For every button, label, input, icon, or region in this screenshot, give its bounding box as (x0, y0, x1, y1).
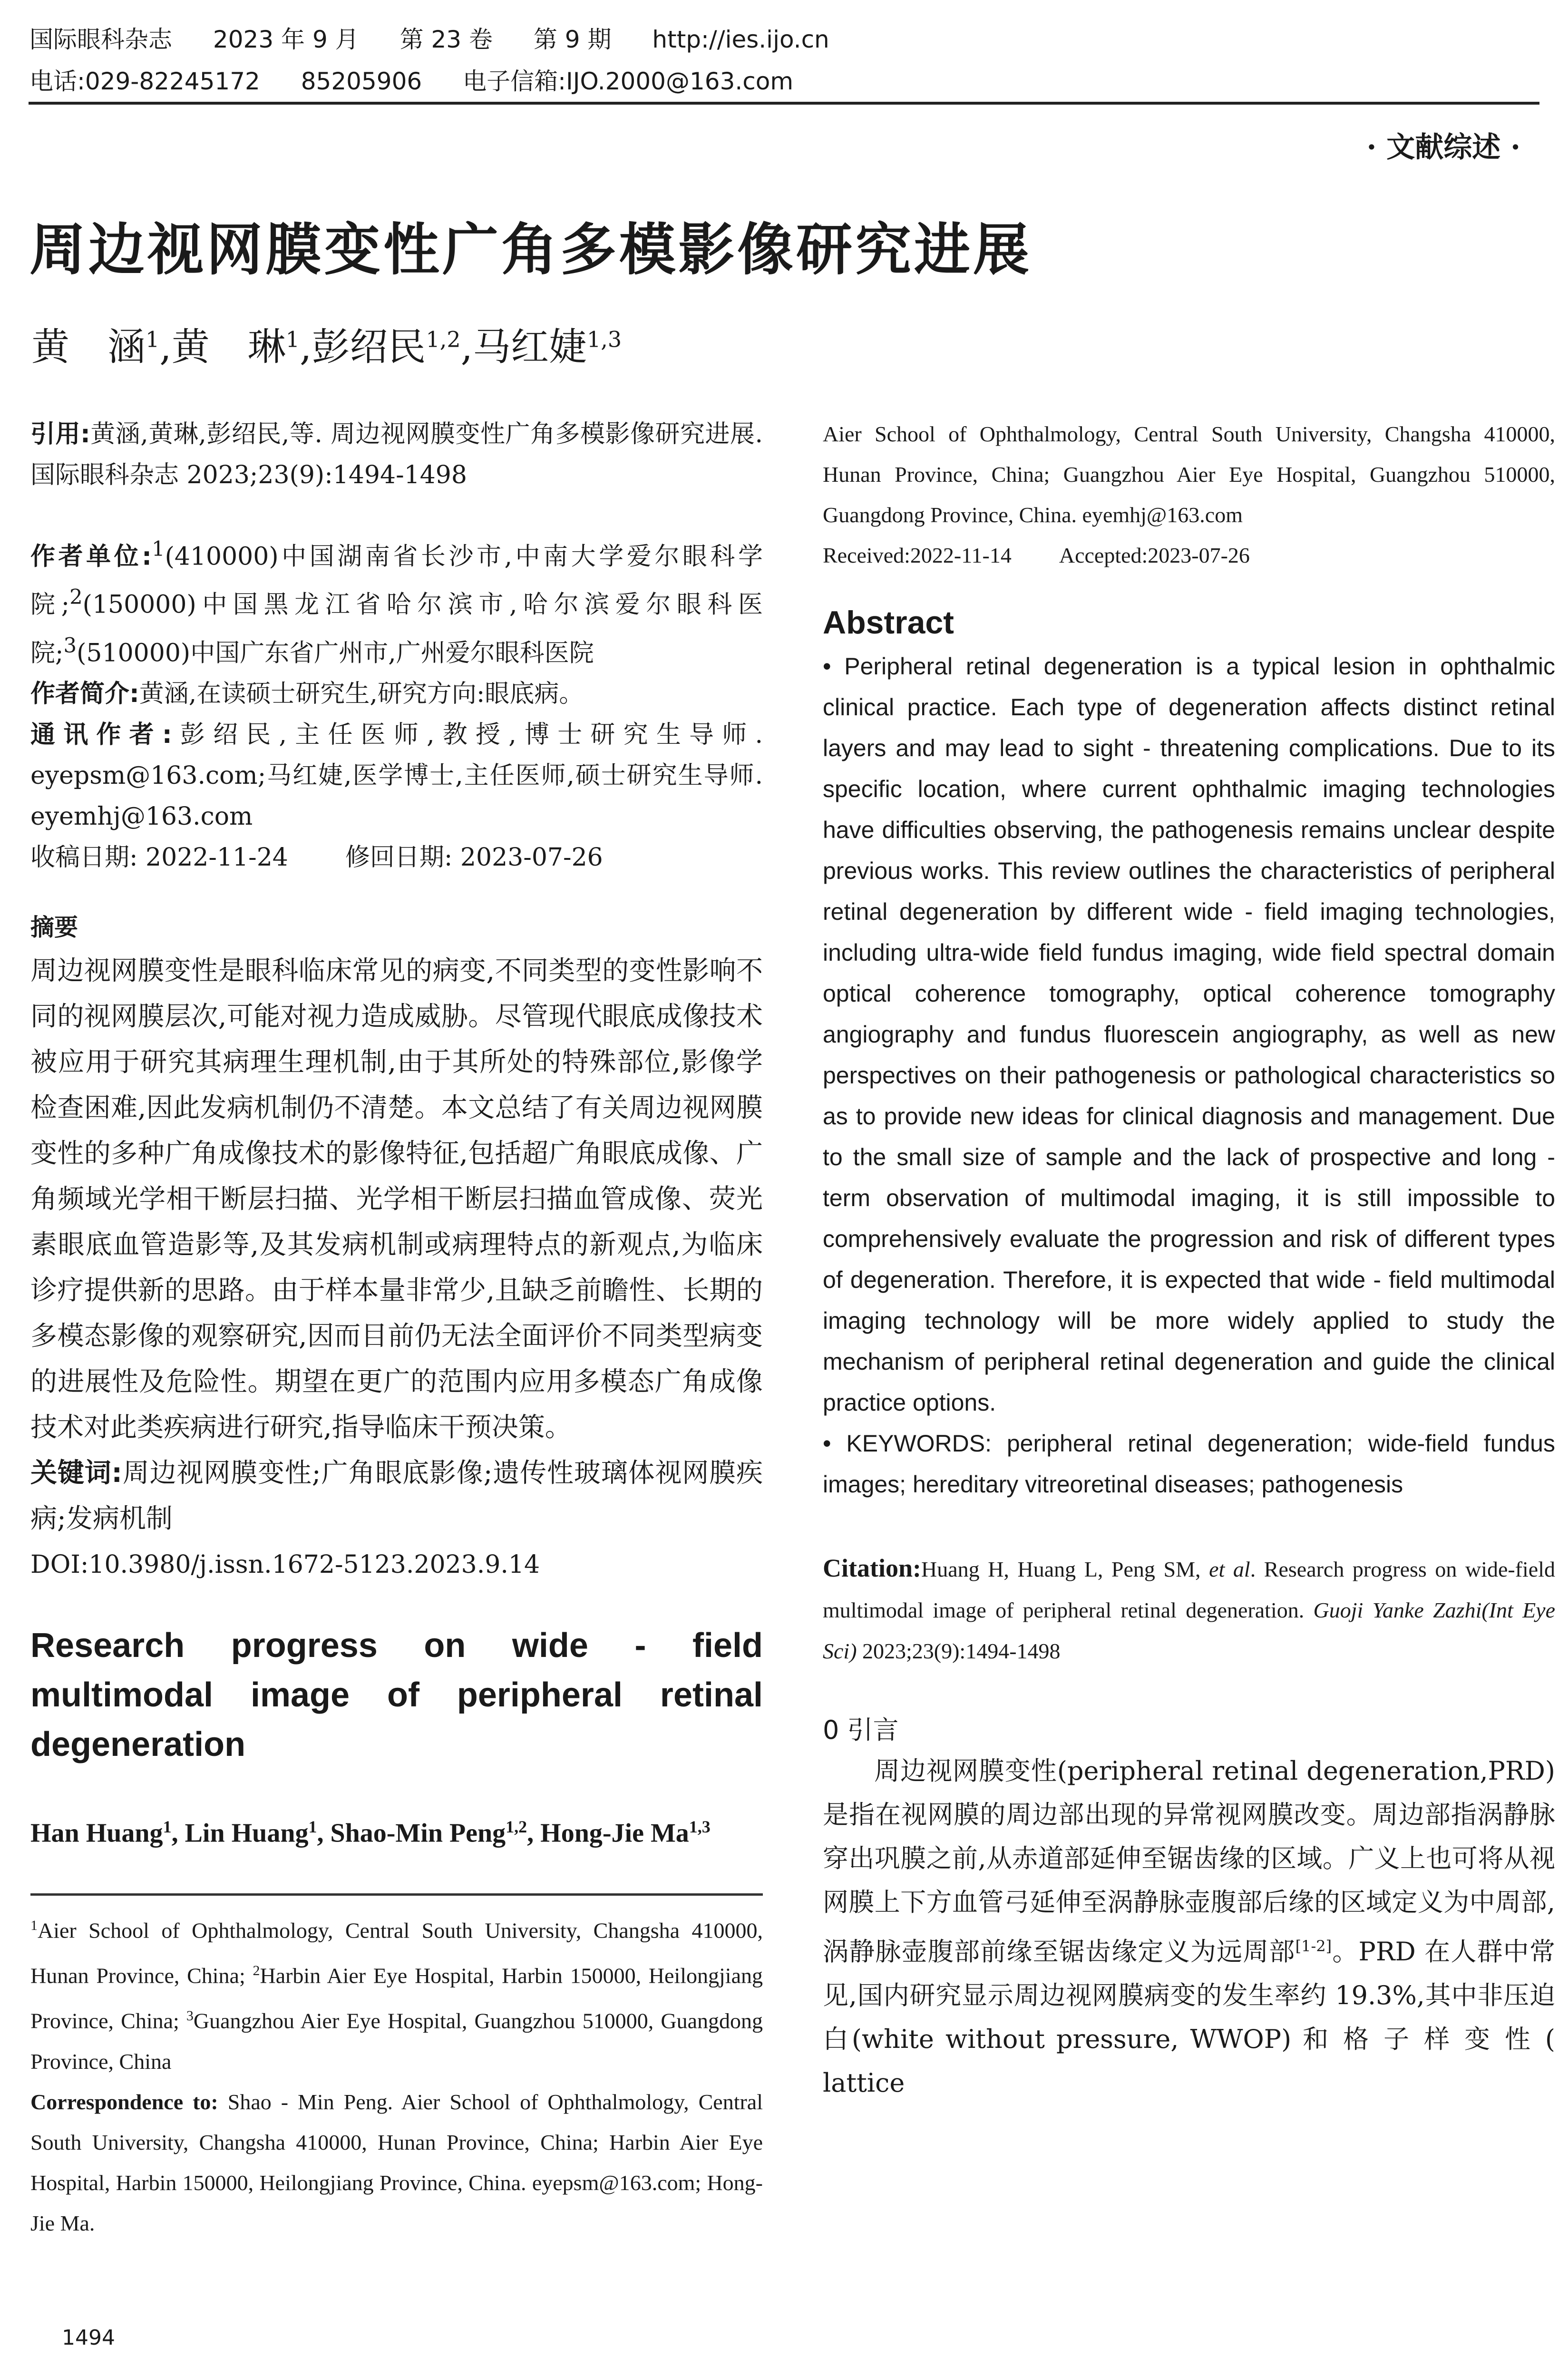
page-title: 周边视网膜变性广角多模影像研究进展 (29, 216, 1032, 283)
en-author-2-affiliation: 1 (308, 1817, 317, 1836)
intro-text-2: 。PRD 在人群中常见,国内研究显示周边视网膜病变的发生率约 19.3%,其中非压迫白(white without pressure, WWOP) 和 格 子 样 变 性 ( lattice (823, 1937, 1556, 2098)
citation-text-en-3: 2023;23(9):1494-1498 (862, 1639, 1061, 1663)
citation-label-zh: 引用: (30, 420, 90, 448)
author-list: 黄 涵$^1$,黄 琳$^1$,彭绍民$^{1,2}$,马红婕$^{1,3}$ (31, 325, 622, 369)
volume: 第 23 卷 (399, 26, 493, 53)
en-author-2: Lin Huang (185, 1818, 309, 1848)
left-column (30, 414, 763, 2243)
affiliation-1: Aier School of Ophthalmology, Central South University, Changsha 410000, Hunan Province, China; (30, 1918, 763, 1988)
correspondence-text-en: Shao - Min Peng. Aier School of Ophthalmology, Central South University, Changsha 410000, Hunan Province, China; Harbin Aier Eye Hospital, Harbin 150000, Heilongjiang Province, China. eyepsm@163.com; Hong-Jie Ma. (30, 2089, 763, 2235)
bio-text: 黄涵,在读硕士研究生,研究方向:眼底病。 (139, 679, 584, 708)
unit-text-3: (510000)中国广东省广州市,广州爱尔眼科医院 (77, 638, 594, 667)
citation-text-zh: 黄涵,黄琳,彭绍民,等. 周边视网膜变性广角多模影像研究进展. 国际眼科杂志 2023;23(9):1494-1498 (30, 420, 763, 489)
journal-url[interactable]: http://ies.ijo.cn (652, 26, 829, 53)
unit-sup-1: 1 (151, 537, 165, 561)
page-number: 1494 (62, 2326, 115, 2350)
unit-label: 作者单位: (30, 542, 152, 571)
en-author-3-affiliation: 1,2 (506, 1817, 527, 1836)
english-authors: Han Huang$^1$, Lin Huang$^1$, Shao-Min Peng$^{1,2}$, Hong-Jie Ma$^{1,3}$ (30, 1817, 711, 1848)
revised-date-zh: 修回日期: 2023-07-26 (345, 843, 603, 872)
en-author-3: Shao-Min Peng (330, 1818, 506, 1848)
abstract-heading-zh: 摘要 (30, 913, 78, 941)
accepted-date-en: Accepted:2023-07-26 (1059, 543, 1250, 567)
citation-block-zh (30, 414, 763, 496)
phone-2: 85205906 (301, 68, 422, 95)
author-3: 彭绍民 (312, 325, 426, 369)
intro-reference[interactable]: [1-2] (1295, 1937, 1332, 1955)
english-title: Research progress on wide - field multimodal image of peripheral retinal degeneration (30, 1626, 763, 1763)
affiliation-3: Guangzhou Aier Eye Hospital, Guangzhou 510000, Guangdong Province, China (30, 2008, 763, 2074)
section-tag: · 文献综述 · (1366, 131, 1520, 164)
email[interactable]: 电子信箱:IJO.2000@163.com (463, 68, 794, 95)
keywords-label-zh: 关键词: (30, 1457, 122, 1489)
author-4: 马红婕 (473, 325, 587, 369)
en-author-4-affiliation: 1,3 (689, 1817, 711, 1836)
citation-label-en: Citation: (823, 1554, 921, 1582)
affiliation-sup-3: 3 (186, 2008, 194, 2024)
abstract-heading-en: Abstract (823, 604, 954, 641)
journal-header-line2 (29, 65, 827, 98)
correspondence-continued-text: Aier School of Ophthalmology, Central South University, Changsha 410000, Hunan Province, China; Guangzhou Aier Eye Hospital, Guangzhou 510000, Guangdong Province, China. eyemhj@163.com (823, 422, 1555, 527)
abstract-en (823, 646, 1555, 1505)
journal-header-line1 (29, 23, 863, 56)
abstract-text-zh: 周边视网膜变性是眼科临床常见的病变,不同类型的变性影响不同的视网膜层次,可能对视力造成威胁。尽管现代眼底成像技术被应用于研究其病理生理机制,由于其所处的特殊部位,影像学检查困难,因此发病机制仍不清楚。本文总结了有关周边视网膜变性的多种广角成像技术的影像特征,包括超广角眼底成像、广角频域光学相干断层扫描、光学相干断层扫描血管成像、荧光素眼底血管造影等,及其发病机制或病理特点的新观点,为临床诊疗提供新的思路。由于样本量非常少,且缺乏前瞻性、长期的多模态影像的观察研究,因而目前仍无法全面评价不同类型病变的进展性及危险性。期望在更广的范围内应用多模态广角成像技术对此类疾病进行研究,指导临床干预决策。 (30, 955, 763, 1443)
phone: 电话:029-82245172 (29, 68, 260, 95)
bio-label: 作者简介: (30, 679, 139, 708)
citation-text-en-1: Huang H, Huang L, Peng SM, (921, 1557, 1201, 1581)
english-affiliations (30, 1905, 763, 2243)
author-1-affiliation: 1 (146, 326, 160, 352)
citation-text-en-2: . Research progress on wide-field multimodal image of peripheral retinal degeneration. (823, 1557, 1556, 1622)
author-3-affiliation: 1,2 (426, 326, 461, 352)
intro-heading: 0 引言 (823, 1715, 899, 1745)
author-1: 黄 涵 (31, 325, 146, 369)
unit-text-2: (150000)中国黑龙江省哈尔滨市,哈尔滨爱尔眼科医院; (30, 590, 763, 667)
author-2-affiliation: 1 (285, 326, 300, 352)
author-2: 黄 琳 (171, 325, 286, 369)
keywords-text-zh: 周边视网膜变性;广角眼底影像;遗传性玻璃体视网膜疾病;发病机制 (30, 1457, 763, 1534)
header-rule (29, 102, 1539, 105)
correspondence-label-zh: 通讯作者: (30, 720, 172, 749)
author-info-block (30, 529, 763, 878)
abstract-zh (30, 906, 763, 1588)
affiliation-rule (30, 1893, 763, 1896)
received-date-zh: 收稿日期: 2022-11-24 (30, 843, 288, 872)
issue-date: 2023 年 9 月 (213, 26, 359, 53)
keywords-en: • KEYWORDS: peripheral retinal degeneration; wide-field fundus images; hereditary vitreoretinal diseases; pathogenesis (823, 1430, 1555, 1498)
unit-text-1: (410000)中国湖南省长沙市,中南大学爱尔眼科学院; (30, 542, 763, 619)
journal-name: 国际眼科杂志 (29, 26, 172, 53)
issue: 第 9 期 (533, 26, 612, 53)
received-date-en: Received:2022-11-14 (823, 543, 1012, 567)
en-author-1: Han Huang (30, 1818, 163, 1848)
en-author-4: Hong-Jie Ma (540, 1818, 689, 1848)
affiliation-sup-2: 2 (253, 1962, 260, 1978)
intro-text: 周边视网膜变性(peripheral retinal degeneration,PRD)是指在视网膜的周边部出现的异常视网膜改变。周边部指涡静脉穿出巩膜之前,从赤道部延伸至锯齿缘的区域。广义上也可将从视网膜上下方血管弓延伸至涡静脉壶腹部后缘的区域定义为中周部,涡静脉壶腹部前缘至锯齿缘定义为远周部 (823, 1756, 1555, 1967)
abstract-text-en: • Peripheral retinal degeneration is a typical lesion in ophthalmic clinical practice. Each type of degeneration affects distinct retinal layers and may lead to sight - threatening complications. Due to its specific location, where current ophthalmic imaging technologies have difficulties observing, the pathogenesis remains unclear despite previous works. This review outlines the characteristics of peripheral retinal degeneration by different wide - field imaging technologies, including ultra-wide field fundus imaging, wide field spectral domain optical coherence tomography, optical coherence tomography angiography and fundus fluorescein angiography, as well as new perspectives on their pathogenesis or pathological characteristics so as to provide new ideas for clinical diagnosis and management. Due to the small size of sample and the lack of prospective and long - term observation of multimodal imaging, it is still impossible to comprehensively evaluate the progression and risk of different types of degeneration. Therefore, it is expected that wide - field multimodal imaging technology will be more widely applied to study the mechanism of peripheral retinal degeneration and guide the clinical practice options. (823, 653, 1555, 1416)
right-column (823, 414, 1555, 2105)
affiliation-sup-1: 1 (30, 1917, 38, 1933)
correspondence-text-zh: 彭绍民,主任医师,教授,博士研究生导师. eyepsm@163.com;马红婕,医学博士,主任医师,硕士研究生导师. eyemhj@163.com (30, 720, 763, 831)
author-4-affiliation: 1,3 (587, 326, 622, 352)
citation-journal: Guoji Yanke Zazhi(Int Eye Sci) (823, 1598, 1556, 1663)
intro-body (823, 1749, 1555, 2105)
en-author-1-affiliation: 1 (163, 1817, 172, 1836)
correspondence-continued (823, 414, 1555, 575)
doi[interactable]: DOI:10.3980/j.issn.1672-5123.2023.9.14 (30, 1550, 540, 1579)
citation-etal: et al (1209, 1557, 1250, 1581)
unit-sup-2: 2 (69, 585, 83, 610)
correspondence-label-en: Correspondence to: (30, 2089, 218, 2114)
affiliation-2: Harbin Aier Eye Hospital, Harbin 150000, Heilongjiang Province, China; (30, 1963, 763, 2033)
unit-sup-3: 3 (63, 633, 77, 658)
citation-block-en (823, 1548, 1555, 1672)
